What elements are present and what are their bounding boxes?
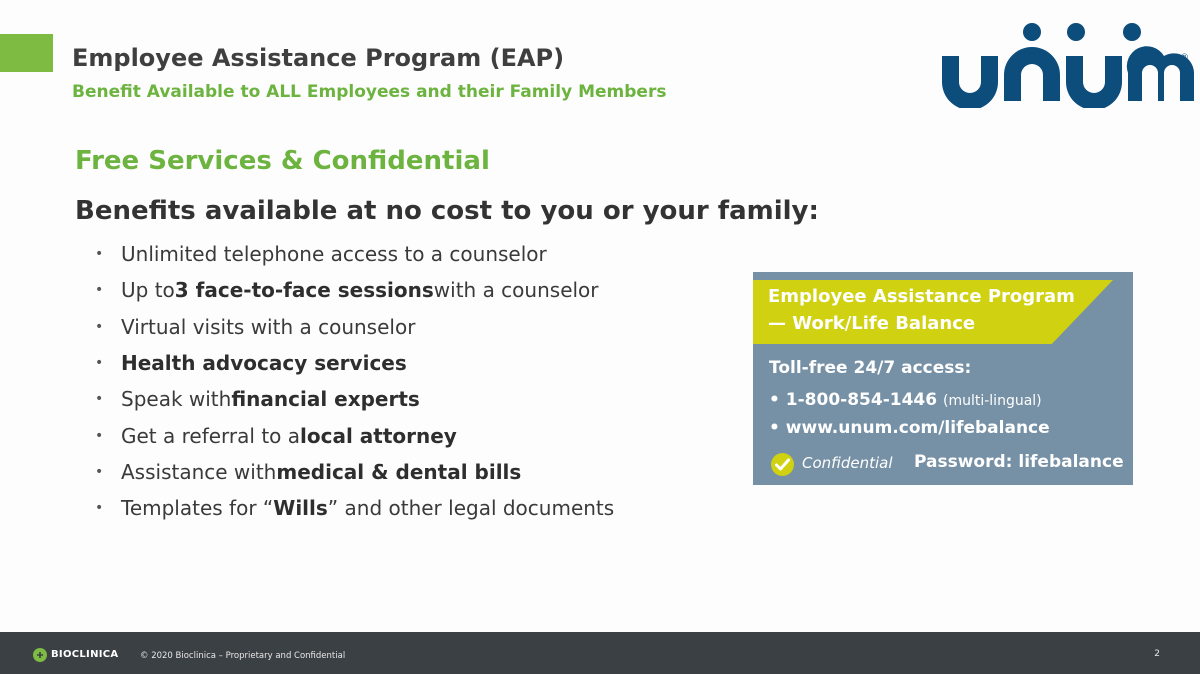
section-heading: Free Services & Confidential	[75, 146, 490, 176]
unum-logo	[936, 18, 1194, 108]
benefit-text: Unlimited telephone access to a counselor	[121, 242, 547, 267]
benefits-heading: Benefits available at no cost to you or your family:	[75, 196, 819, 226]
page-title: Employee Assistance Program (EAP)	[72, 44, 565, 72]
bullet-icon: •	[95, 355, 104, 372]
benefit-text: Assistance with	[121, 459, 277, 484]
page-number: 2	[1154, 649, 1160, 659]
eap-phone: • 1-800-854-1446	[769, 390, 938, 410]
bullet-icon: •	[95, 391, 104, 408]
benefit-text: Up to	[121, 278, 175, 303]
svg-text:®: ®	[1180, 53, 1189, 63]
benefit-highlight: Wills	[273, 496, 328, 521]
benefit-highlight: local attorney	[300, 423, 457, 448]
eap-website: • www.unum.com/lifebalance	[769, 418, 1050, 438]
bullet-icon: •	[95, 500, 104, 517]
list-item	[95, 417, 614, 453]
benefit-text: Templates for “	[121, 496, 274, 521]
accent-block	[0, 34, 53, 72]
benefit-text: Get a referral to a	[121, 423, 301, 448]
benefit-highlight: medical & dental bills	[276, 459, 522, 484]
list-item	[95, 345, 614, 381]
list-item	[95, 309, 614, 345]
bullet-icon: •	[95, 463, 104, 480]
benefit-text: Speak with	[121, 387, 232, 412]
bullet-icon: •	[95, 246, 104, 263]
check-circle-icon	[770, 452, 795, 477]
bioclinica-logo-icon	[33, 648, 47, 662]
eap-access-label: Toll-free 24/7 access:	[769, 358, 972, 378]
eap-phone-note: (multi-lingual)	[943, 393, 1042, 409]
benefit-text: ” and other legal documents	[327, 496, 615, 521]
benefit-text: with a counselor	[433, 278, 599, 303]
eap-banner-subtitle: — Work/Life Balance	[768, 313, 976, 334]
eap-banner-title: Employee Assistance Program	[768, 286, 1075, 307]
eap-info-card	[753, 272, 1133, 485]
eap-phone-row	[769, 390, 1042, 410]
bullet-icon: •	[95, 318, 104, 335]
footer-copyright: © 2020 Bioclinica – Proprietary and Confidential	[140, 651, 346, 661]
list-item	[95, 454, 614, 490]
list-item	[95, 381, 614, 417]
list-item	[95, 490, 614, 526]
footer	[0, 632, 1200, 674]
list-item	[95, 236, 614, 272]
benefit-highlight: financial experts	[231, 387, 420, 412]
benefit-list	[95, 236, 614, 526]
bullet-icon: •	[95, 282, 104, 299]
bullet-icon: •	[95, 427, 104, 444]
benefit-text: Virtual visits with a counselor	[121, 314, 416, 339]
footer-brand: BIOCLINICA	[51, 649, 119, 660]
confidential-label: Confidential	[802, 454, 893, 472]
benefit-highlight: Health advocacy services	[121, 351, 407, 376]
benefit-highlight: 3 face-to-face sessions	[174, 278, 434, 303]
eap-password: Password: lifebalance	[914, 452, 1124, 472]
list-item	[95, 272, 614, 308]
page-subtitle: Benefit Available to ALL Employees and their Family Members	[72, 82, 667, 102]
